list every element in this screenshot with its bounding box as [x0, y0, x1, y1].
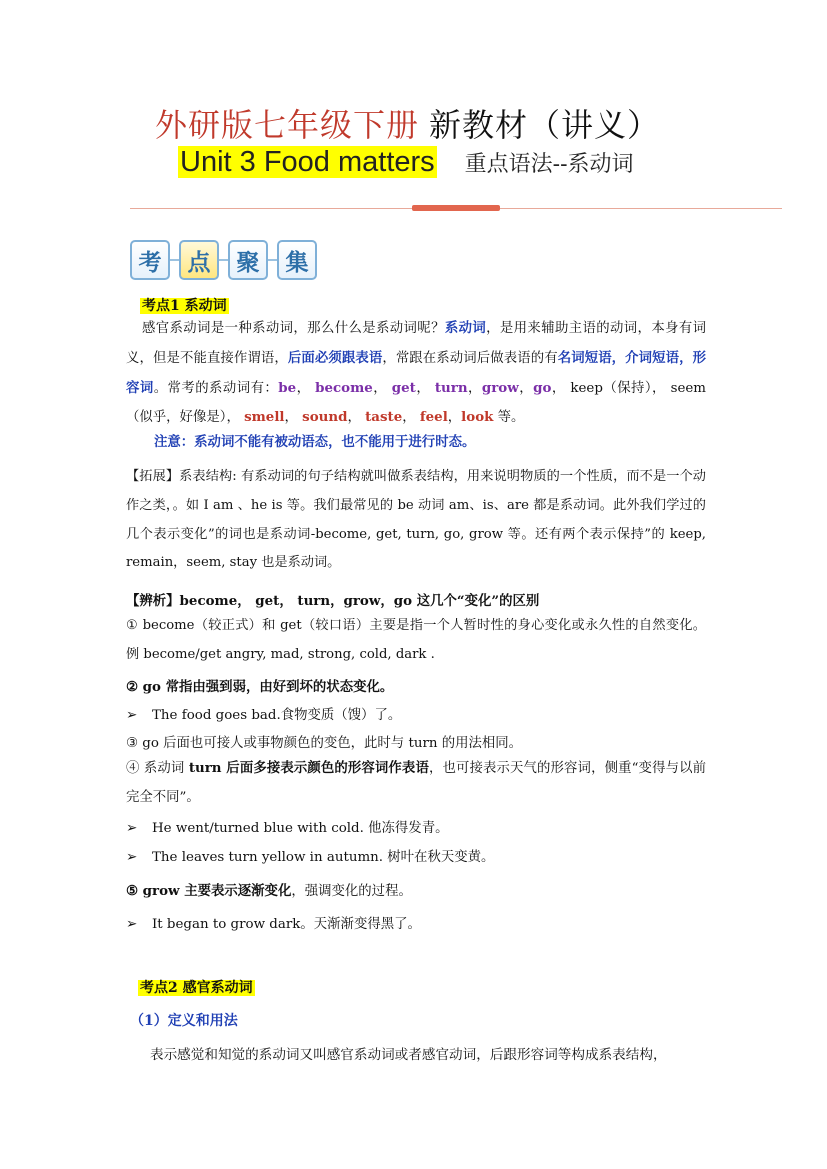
verb-grow: grow: [481, 379, 519, 396]
keyword: ⑤ grow 主要表示逐渐变化: [126, 883, 292, 899]
compare-point-2: ② go 常指由强到弱，由好到坏的状态变化。: [126, 679, 394, 695]
arrow-icon: ➢: [126, 917, 138, 932]
k2-heading-wrap: [138, 977, 255, 997]
example-4: [126, 913, 421, 932]
unit-title: Unit 3 Food matters: [180, 146, 435, 178]
keyword: turn 后面多接表示颜色的形容词作表语: [188, 760, 429, 776]
example-text: He went/turned blue with cold. 他冻得发青。: [152, 821, 449, 836]
text-run: ，是用来辅助主语的动词，本身有词义，但是不能直接作谓语，: [126, 321, 707, 366]
badge-ji: 集: [277, 240, 317, 280]
title-red: 外研版七年级下册: [155, 106, 420, 144]
text-run: ，也可接表示天气的形容词，侧重“变得与以前完全不同”。: [126, 761, 706, 805]
compare-heading: 【辨析】become， get， turn，grow，go 这几个“变化”的区别: [126, 593, 540, 609]
k2-section-title: （1）定义和用法: [130, 1013, 238, 1029]
text-run: 。常考的系动词有：: [153, 380, 279, 396]
verb-become: become: [315, 379, 373, 396]
verb-taste: taste: [365, 409, 403, 426]
text-run: 等。: [497, 410, 525, 426]
keyword: 后面必须跟表语: [287, 349, 383, 366]
section-badges: [130, 240, 317, 280]
k1-note: 注意：系动词不能有被动语态，也不能用于进行时态。: [154, 434, 476, 450]
k1-heading-wrap: [140, 295, 229, 315]
example-text: It began to grow dark。天渐渐变得黑了。: [152, 917, 421, 932]
verb-go: go: [533, 379, 552, 396]
verb-smell: smell: [244, 409, 285, 426]
text-run: ，强调变化的过程。: [291, 884, 412, 899]
compare-point-5: [126, 880, 412, 899]
verb-keep: keep（保持）: [570, 380, 653, 396]
compare-point-4: [126, 754, 706, 813]
arrow-icon: ➢: [126, 850, 138, 865]
badge-ju: 聚: [228, 240, 268, 280]
text-run: 感官系动词是一种系动词，那么什么是系动词呢？: [142, 321, 445, 336]
verb-seem: seem（似乎，好像是）: [126, 380, 706, 426]
arrow-icon: ➢: [126, 708, 138, 723]
verb-look: look: [461, 409, 494, 426]
compare-point-1: ① become（较正式）和 get（较口语）主要是指一个人暂时性的身心变化或永久性的自然变化。例 become/get angry, mad, strong, cold, dark .: [126, 618, 706, 662]
verb-be: be: [278, 379, 297, 396]
topic-title: 重点语法--系动词: [464, 152, 634, 177]
document-subtitle: [178, 146, 634, 179]
verb-sound: sound: [302, 409, 348, 426]
header-accent-bar: [412, 205, 500, 211]
text-run: ④ 系动词: [126, 761, 185, 776]
extension-paragraph: 【拓展】系表结构: 有系动词的句子结构就叫做系表结构，用来说明物质的一个性质，而不是一个动作之类，。如 I am 、he is 等。我们最常见的 be 动词 am、is、are 都是系动词。此外我们学过的几个表示变化”的词也是系动词-become, get, turn, go, grow 等。还有两个表示保持”的 keep, remain，seem, stay 也是系动词。: [126, 469, 706, 571]
text-run: ，常跟在系动词后做表语的有: [382, 350, 558, 366]
badge-dian: 点: [179, 240, 219, 280]
k2-heading: 考点2 感官系动词: [140, 980, 253, 996]
verb-feel: feel: [419, 409, 448, 426]
badge-kao: 考: [130, 240, 170, 280]
arrow-icon: ➢: [126, 821, 138, 836]
verb-turn: turn: [434, 379, 468, 396]
compare-point-3: ③ go 后面也可接人或事物颜色的变色，此时与 turn 的用法相同。: [126, 736, 523, 751]
document-title: [155, 100, 660, 146]
example-1: [126, 704, 401, 723]
example-text: The food goes bad.食物变质（馊）了。: [152, 708, 402, 723]
k1-heading: 考点1 系动词: [142, 298, 227, 314]
badge-connector: [170, 259, 179, 261]
k1-paragraph: 感官系动词是一种系动词，那么什么是系动词呢？系动词，是用来辅助主语的动词，本身有词义，但是不能直接作谓语，后面必须跟表语，常跟在系动词后做表语的有名词短语，介词短语，形容词。常考的系动词有：be， become， get， turn，grow，go， keep（保持）， seem（似乎，好像是）， smell， sound， taste， feel，look 等。: [126, 320, 707, 426]
keyword: 名词短语，介词短语，形容词: [126, 349, 707, 396]
verb-get: get: [391, 379, 416, 396]
keyword: 系动词: [444, 320, 487, 336]
badge-connector: [219, 259, 228, 261]
title-black: 新教材（讲义）: [429, 106, 661, 144]
example-text: The leaves turn yellow in autumn. 树叶在秋天变黄。: [152, 850, 495, 865]
example-2: [126, 817, 448, 836]
k2-paragraph: 表示感觉和知觉的系动词又叫感官系动词或者感官动词，后跟形容词等构成系表结构，: [150, 1047, 667, 1063]
badge-connector: [268, 259, 277, 261]
example-3: [126, 846, 494, 865]
